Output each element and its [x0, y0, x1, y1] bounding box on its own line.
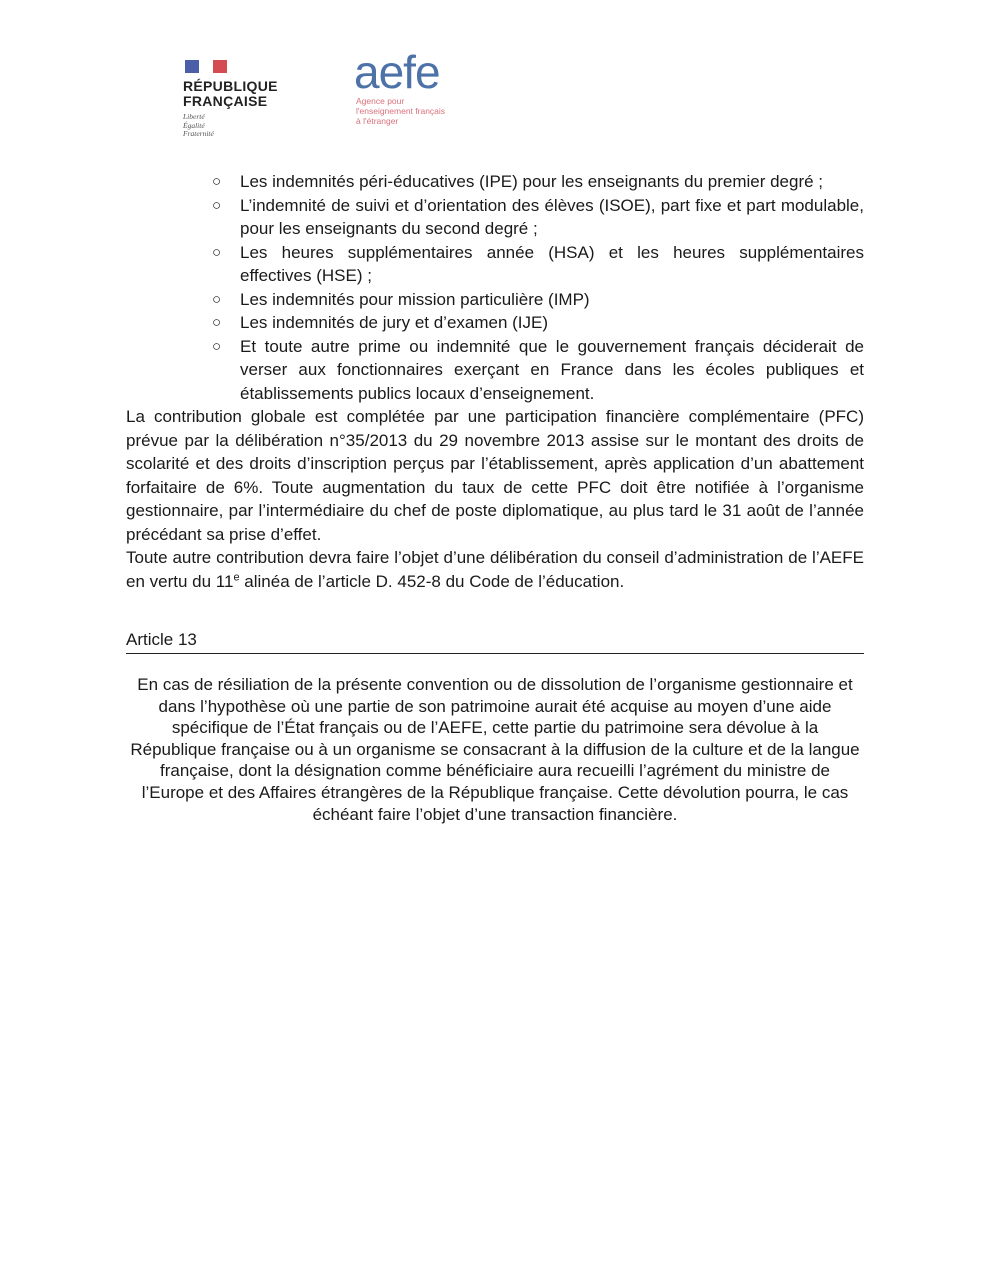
circle-bullet-icon: ○: [212, 290, 222, 308]
list-item-text: Les indemnités de jury et d’examen (IJE): [240, 313, 549, 332]
other-contribution-text-end: alinéa de l’article D. 452-8 du Code de l’éducation.: [239, 571, 625, 591]
list-item-text: Les heures supplémentaires année (HSA) et les heures supplémentaires effectives (HSE) ;: [240, 242, 864, 285]
document-body: [126, 170, 864, 825]
aefe-wordmark: aefe: [354, 46, 440, 98]
indemnities-list: [126, 170, 864, 405]
rf-motto-egalite: Égalité: [183, 120, 205, 130]
french-flag-icon: [185, 60, 227, 73]
circle-bullet-icon: ○: [212, 173, 222, 190]
list-item: [212, 288, 864, 312]
aefe-subtitle-line3: à l'étranger: [356, 116, 399, 126]
pfc-paragraph: La contribution globale est complétée par une participation financière complémentaire (PFC) prévue par la délibération n°35/2013 du 29 novembre 2013 assise sur le montant des droits de scolarité et des droits d’inscription perçus par l’établissement, après application d’un abattement forfaitaire de 6%. Toute augmentation du taux de cette PFC doit être notifiée à l’organisme gestionnaire, par l’intermédiaire du chef de poste diplomatique, au plus tard le 31 août de l’année précédant sa prise d’effet.: [126, 407, 864, 544]
rf-motto: [183, 113, 303, 139]
list-item-text: Et toute autre prime ou indemnité que le gouvernement français déciderait de verser aux fonctionnaires exerçant en France dans les écoles publiques et établissements publics locaux d’enseignement.: [240, 336, 864, 403]
article-13-heading: Article 13: [126, 629, 864, 654]
aefe-subtitle-line2: l'enseignement français: [356, 106, 446, 116]
list-item: [212, 335, 864, 406]
circle-bullet-icon: ○: [212, 337, 222, 355]
republique-francaise-logo: [183, 60, 303, 139]
list-item-text: Les indemnités péri-éducatives (IPE) pour les enseignants du premier degré ;: [240, 172, 824, 191]
aefe-subtitle-line1: Agence pour: [356, 96, 405, 106]
superscript-e: e: [233, 570, 240, 583]
aefe-logo: [354, 46, 504, 126]
rf-motto-fraternite: Fraternité: [183, 129, 214, 138]
aefe-subtitle: [356, 96, 504, 126]
rf-title-line2: FRANÇAISE: [183, 93, 268, 109]
list-item: [212, 194, 864, 241]
circle-bullet-icon: ○: [212, 314, 222, 331]
circle-bullet-icon: ○: [212, 196, 222, 214]
other-contribution-text-start: Toute autre contribution devra faire l’objet d’une délibération du conseil d’administration de l’AEFE en vertu du 11: [126, 548, 864, 591]
article-13-body: En cas de résiliation de la présente convention ou de dissolution de l’organisme gestionnaire et dans l’hypothèse où une partie de son patrimoine aurait été acquise au moyen d’une aide spécifique de l’État français ou de l’AEFE, cette partie du patrimoine sera dévolue à la République française ou à un organisme se consacrant à la diffusion de la culture et de la langue française, dont la désignation comme bénéficiaire aura recueilli l’agrément du ministre de l’Europe et des Affaires étrangères de la République française. Cette dévolution pourra, le cas échéant faire l’objet d’une transaction financière.: [130, 675, 860, 824]
list-item: [212, 170, 864, 194]
other-contribution-paragraph: [126, 546, 864, 593]
list-item-text: Les indemnités pour mission particulière (IMP): [240, 289, 590, 309]
rf-motto-liberte: Liberté: [183, 112, 205, 121]
circle-bullet-icon: ○: [212, 243, 222, 261]
list-item: [212, 311, 864, 335]
list-item-text: L’indemnité de suivi et d’orientation des élèves (ISOE), part fixe et part modulable, pour les enseignants du second degré ;: [240, 195, 864, 238]
list-item: [212, 241, 864, 288]
rf-title-line1: RÉPUBLIQUE: [183, 78, 278, 94]
